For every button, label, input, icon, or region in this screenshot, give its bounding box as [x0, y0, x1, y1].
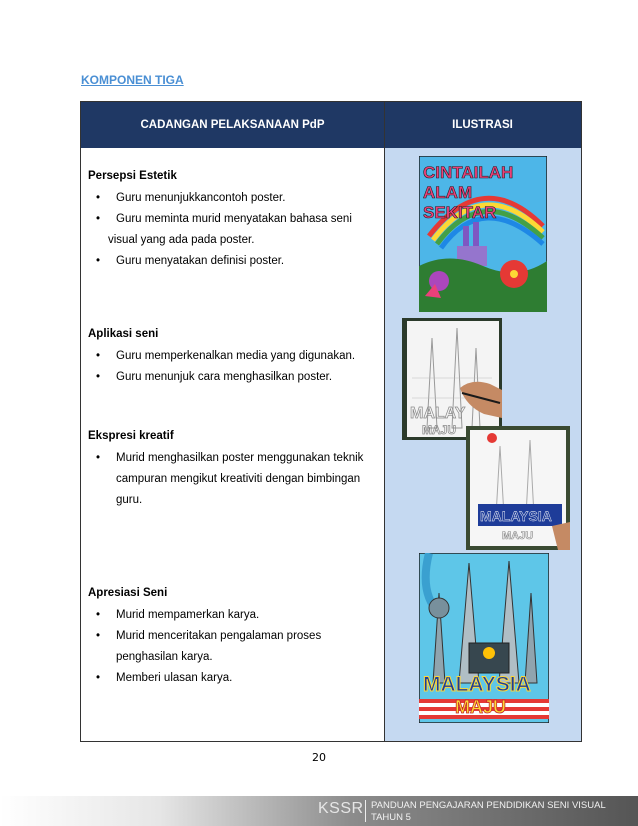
poster-title-line3: SEKITAR — [423, 203, 497, 222]
list-item-text: Guru meminta murid menyatakan bahasa seni — [116, 213, 352, 225]
section-title: KOMPONEN TIGA — [81, 73, 184, 87]
footer-kssr: KSSR — [318, 800, 364, 817]
column-divider — [384, 102, 385, 741]
section-heading: Apresiasi Seni — [88, 587, 168, 599]
section-persepsi-estetik — [88, 170, 378, 272]
sketch-text-maju: MAJU — [422, 423, 457, 437]
final-text-malaysia: MALAYSIA — [423, 673, 531, 696]
colored-text-malaysia: MALAYSIA — [480, 508, 552, 524]
table-header — [81, 102, 581, 148]
poster-colored-photo — [466, 426, 570, 550]
list-item: • Murid menceritakan pengalaman proses — [88, 626, 378, 647]
footer-title: PANDUAN PENGAJARAN PENDIDIKAN SENI VISUAL — [371, 800, 606, 811]
poster-malaysia-maju-final — [419, 553, 549, 723]
list-item: • Memberi ulasan karya. — [88, 668, 378, 689]
colored-text-maju: MAJU — [502, 530, 534, 542]
list-item: • Guru menunjukkancontoh poster. — [88, 188, 378, 209]
page-number: 20 — [312, 751, 326, 764]
poster-cintailah-alam-sekitar — [419, 156, 547, 312]
list-item-continuation: guru. — [116, 494, 143, 506]
poster-title-line1: CINTAILAH — [423, 163, 514, 182]
list-item: • Murid mempamerkan karya. — [88, 605, 378, 626]
header-cadangan: CADANGAN PELAKSANAAN PdP — [140, 119, 325, 131]
list-item: • Guru menunjuk cara menghasilkan poster. — [88, 367, 378, 388]
section-apresiasi-seni — [88, 587, 378, 689]
list-item: • Guru memperkenalkan media yang digunakan. — [88, 346, 378, 367]
footer-subtitle: TAHUN 5 — [371, 812, 411, 823]
final-text-maju: MAJU — [455, 697, 507, 717]
sketch-text-malay: MALAY — [410, 405, 466, 422]
section-heading: Aplikasi seni — [88, 328, 159, 340]
poster-title-line2: ALAM — [423, 183, 473, 202]
list-item-continuation: penghasilan karya. — [116, 651, 213, 663]
section-heading: Persepsi Estetik — [88, 170, 177, 182]
footer-divider — [365, 800, 366, 822]
list-item: • Guru menyatakan definisi poster. — [88, 251, 378, 272]
list-item: • Murid menghasilkan poster menggunakan teknik — [88, 448, 378, 469]
list-item — [88, 209, 378, 230]
section-heading: Ekspresi kreatif — [88, 430, 174, 442]
list-item-continuation: visual yang ada pada poster. — [108, 234, 255, 246]
section-aplikasi-seni — [88, 328, 378, 388]
list-item-continuation: campuran mengikut kreativiti dengan bimbingan — [116, 473, 361, 485]
section-ekspresi-kreatif — [88, 430, 378, 511]
poster-sketch-photo — [402, 318, 502, 440]
header-ilustrasi: ILUSTRASI — [452, 119, 513, 131]
